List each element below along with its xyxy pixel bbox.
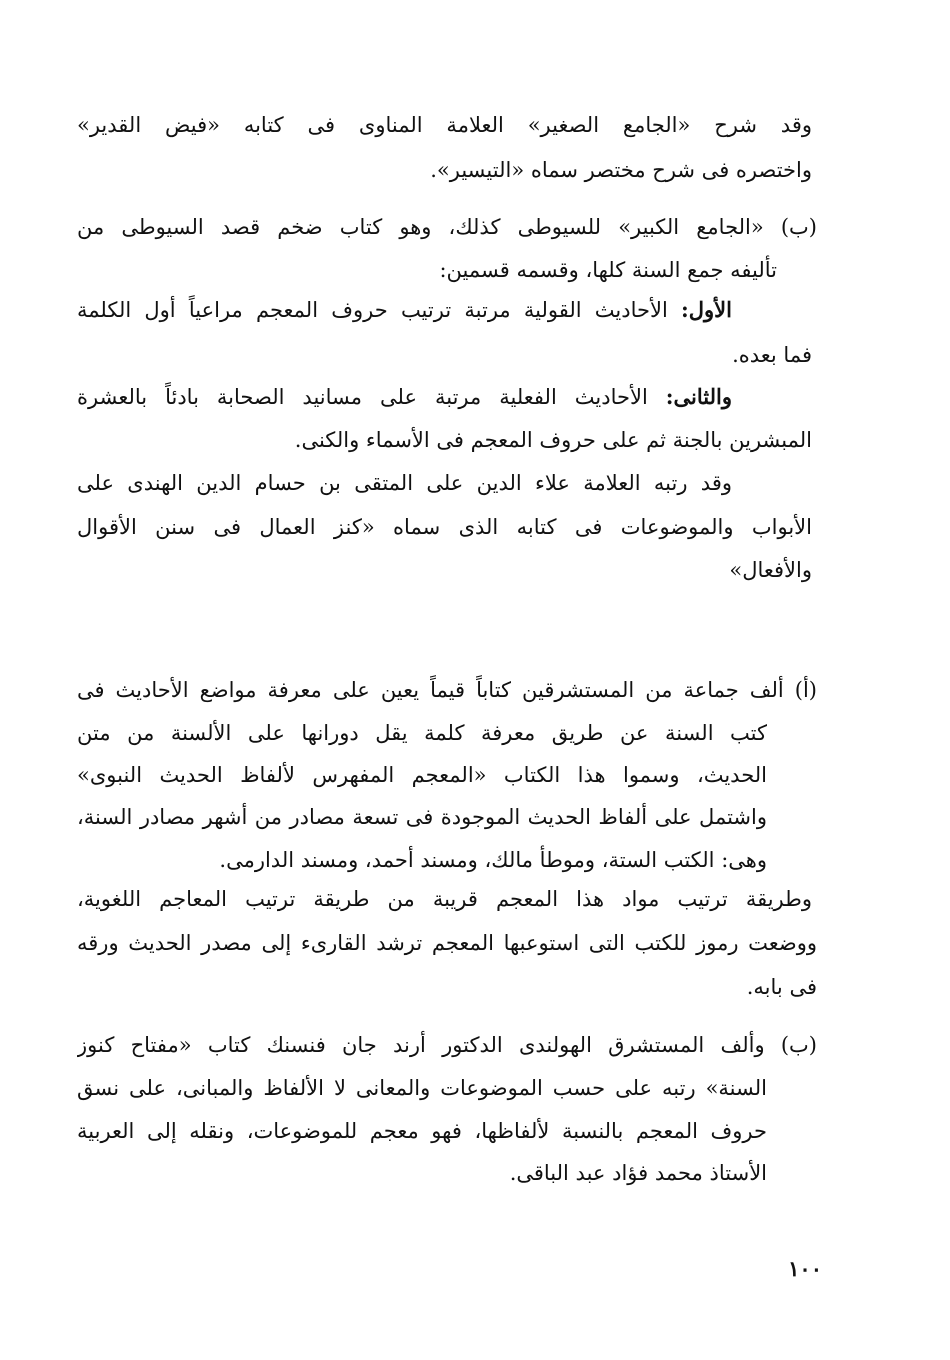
text-line-with-lead (77, 382, 732, 412)
text-line-with-lead (77, 295, 732, 325)
text-line: فما بعده. (732, 343, 812, 367)
text-line: وطريقة ترتيب مواد هذا المعجم قريبة من طريقة ترتيب المعاجم اللغوية، (77, 887, 812, 911)
text-line: ووضعت رموز للكتب التى استوعبها المعجم ترشد القارىء إلى مصدر الحديث ورقه (77, 931, 817, 955)
paragraph-lead: والثانى: (665, 384, 732, 409)
text-line: المبشرين بالجنة ثم على حروف المعجم فى الأسماء والكنى. (294, 428, 812, 452)
paragraph-lead: الأول: (681, 297, 732, 322)
text-line: واختصره فى شرح مختصر سماه «التيسير». (430, 158, 812, 182)
text-line: (ب) «الجامع الكبير» للسيوطى كذلك، وهو كتاب ضخم قصد السيوطى من (77, 215, 817, 239)
section-heading (77, 610, 817, 644)
text-line: (ب) وألف المستشرق الهولندى الدكتور أرند جان فنسنك كتاب «مفتاح كنوز (77, 1033, 817, 1057)
text-line: الأستاذ محمد فؤاد عبد الباقى. (509, 1161, 767, 1185)
text-line: تأليفه جمع السنة كلها، وقسمه قسمين: (439, 258, 777, 282)
text-line: وهى: الكتب الستة، وموطأ مالك، ومسند أحمد، ومسند الدارمى. (219, 848, 767, 872)
text-line: فى بابه. (746, 975, 817, 999)
text-line: واشتمل على ألفاظ الحديث الموجودة فى تسعة مصادر من أشهر مصادر السنة، (77, 805, 767, 829)
text-line: الأبواب والموضوعات فى كتابه الذى سماه «كنز العمال فى سنن الأقوال (77, 515, 812, 539)
text-line: الحديث، وسموا هذا الكتاب «المعجم المفهرس لألفاظ الحديث النبوى» (77, 763, 767, 787)
text-line: (أ) ألف جماعة من المستشرقين كتاباً قيماً يعين على معرفة مواضع الأحاديث فى (77, 678, 817, 702)
text-line: والأفعال» (729, 558, 812, 582)
paragraph-text: الأحاديث القولية مرتبة ترتيب حروف المعجم مراعياً أول الكلمة (77, 298, 682, 322)
text-line: وقد شرح «الجامع الصغير» العلامة المناوى فى كتابه «فيض القدير» (77, 113, 812, 137)
page-number: ١٠٠ (788, 1256, 822, 1281)
text-line: كتب السنة عن طريق معرفة كلمة يقل دورانها على الألسنة من متن (77, 721, 767, 745)
text-line: وقد رتبه العلامة علاء الدين على المتقى بن حسام الدين الهندى على (77, 471, 732, 495)
paragraph-text: الأحاديث الفعلية مرتبة على مسانيد الصحابة بادئاً بالعشرة (77, 385, 666, 409)
text-line: السنة» رتبه على حسب الموضوعات والمعانى لا الألفاظ والمبانى، على نسق (77, 1076, 767, 1100)
text-line: حروف المعجم بالنسبة لألفاظها، فهو معجم للموضوعات، ونقله إلى العربية (77, 1119, 767, 1143)
